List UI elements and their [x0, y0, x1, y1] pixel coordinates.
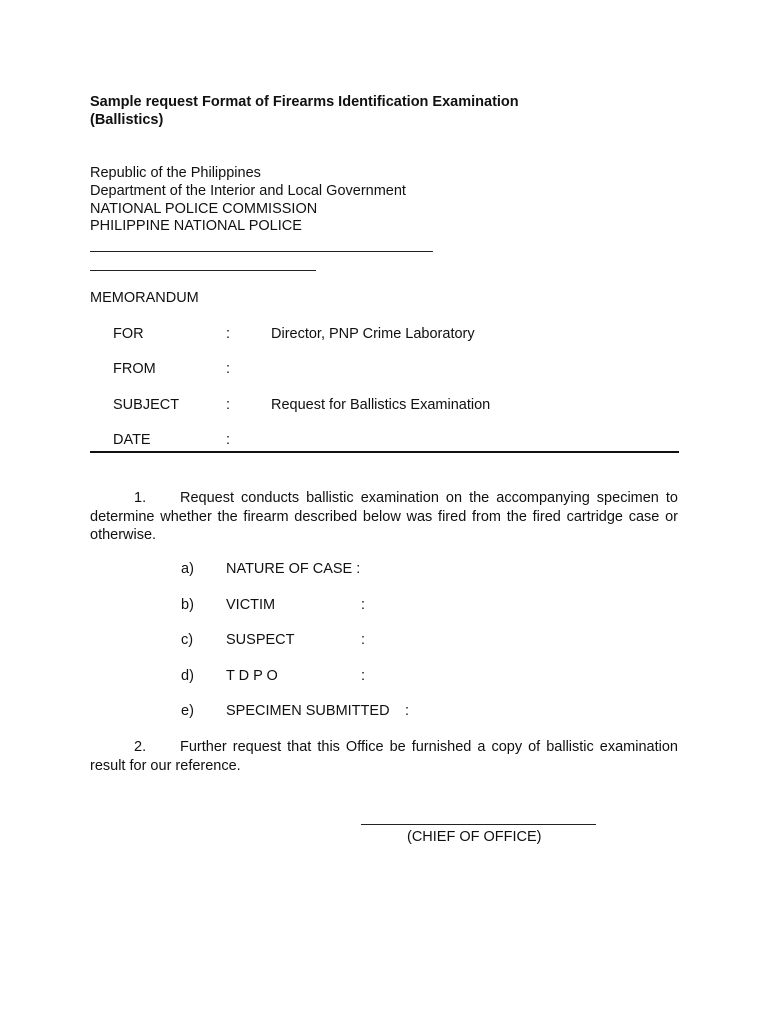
item-label-tdpo: T D P O — [226, 668, 278, 684]
item-colon-victim: : — [361, 597, 366, 613]
paragraph-2-number: 2. — [134, 739, 147, 755]
item-label-specimen-submitted: SPECIMEN SUBMITTED — [226, 703, 390, 719]
paragraph-1 — [90, 489, 678, 545]
memo-label-from: FROM — [113, 361, 156, 377]
letterhead-commission: NATIONAL POLICE COMMISSION — [90, 201, 318, 217]
item-letter-c: c) — [181, 632, 194, 648]
letterhead-blank-line-1 — [90, 251, 433, 252]
item-colon-suspect: : — [361, 632, 366, 648]
item-colon-tdpo: : — [361, 668, 366, 684]
signature-line — [361, 824, 596, 825]
letterhead-pnp: PHILIPPINE NATIONAL POLICE — [90, 218, 302, 234]
letterhead-blank-line-2 — [90, 270, 316, 271]
document-title: Sample request Format of Firearms Identification Examination — [90, 94, 519, 110]
item-label-suspect: SUSPECT — [226, 632, 295, 648]
paragraph-1-number: 1. — [134, 490, 147, 506]
item-label-victim: VICTIM — [226, 597, 276, 613]
paragraph-2 — [90, 738, 678, 775]
header-divider — [90, 451, 679, 453]
memo-colon-for: : — [226, 326, 231, 342]
letterhead-republic: Republic of the Philippines — [90, 165, 261, 181]
paragraph-1-text: Request conducts ballistic examination on the accompanying specimen to determine whether the firearm described below was fired from the fired cartridge case or otherwise. — [90, 490, 678, 543]
letterhead-department: Department of the Interior and Local Government — [90, 183, 406, 199]
memo-value-subject: Request for Ballistics Examination — [271, 397, 491, 413]
memo-colon-subject: : — [226, 397, 231, 413]
memo-value-for: Director, PNP Crime Laboratory — [271, 326, 475, 342]
memo-label-date: DATE — [113, 432, 151, 448]
memo-label-subject: SUBJECT — [113, 397, 180, 413]
item-letter-a: a) — [181, 561, 194, 577]
memo-colon-from: : — [226, 361, 231, 377]
document-subtitle: (Ballistics) — [90, 112, 164, 128]
signature-caption: (CHIEF OF OFFICE) — [407, 829, 542, 845]
memo-colon-date: : — [226, 432, 231, 448]
item-letter-b: b) — [181, 597, 194, 613]
memo-label-for: FOR — [113, 326, 144, 342]
memorandum-heading: MEMORANDUM — [90, 290, 199, 306]
paragraph-2-text: Further request that this Office be furnished a copy of ballistic examination result for our reference. — [90, 739, 678, 774]
item-label-nature-of-case: NATURE OF CASE : — [226, 561, 361, 577]
item-letter-d: d) — [181, 668, 194, 684]
item-colon-specimen-submitted: : — [405, 703, 410, 719]
item-letter-e: e) — [181, 703, 194, 719]
